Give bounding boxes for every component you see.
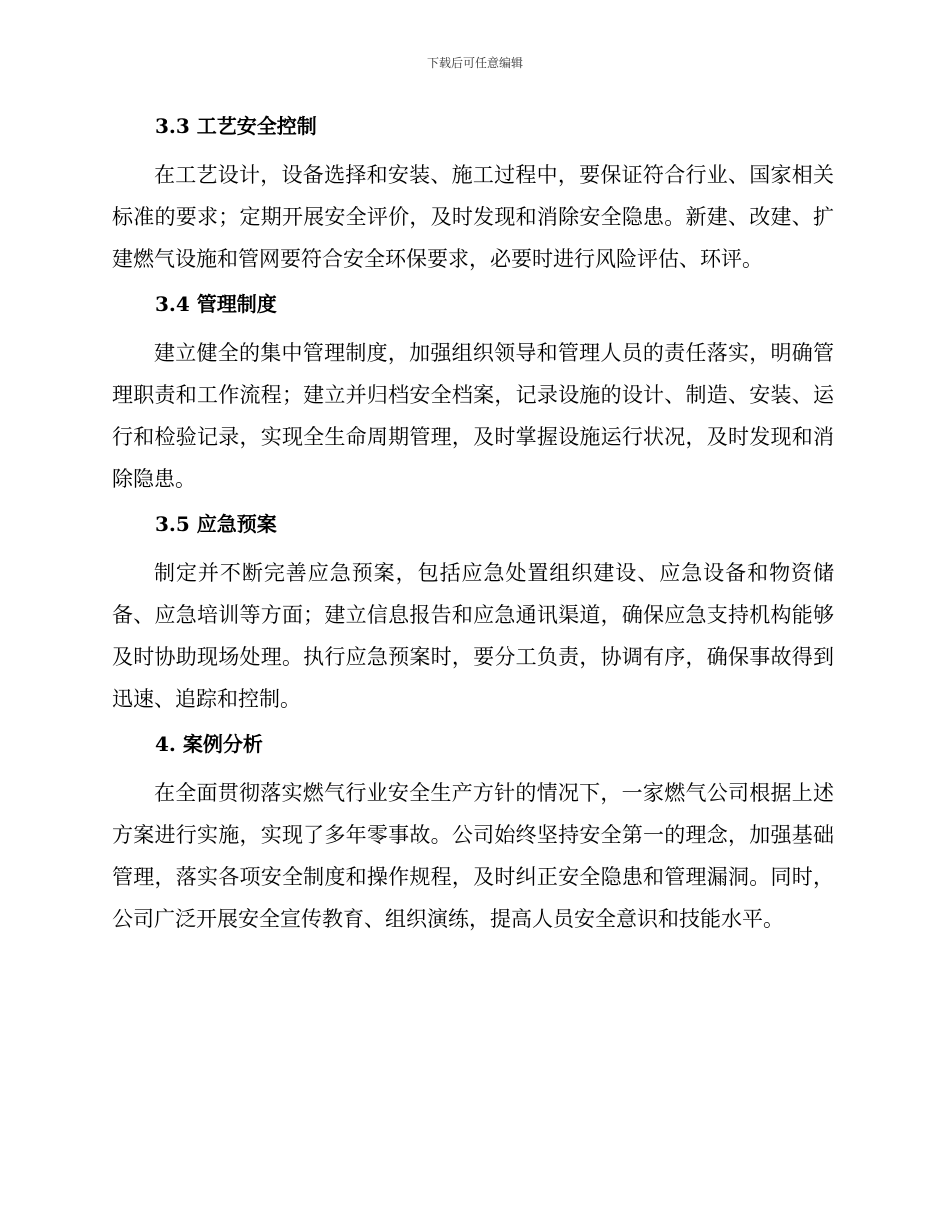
section-heading: 3.3 工艺安全控制 (155, 114, 317, 138)
section-3-3 (112, 105, 834, 283)
header-note: 下载后可任意编辑 (426, 56, 523, 70)
section-heading: 3.4 管理制度 (155, 292, 277, 316)
section-paragraph: 建立健全的集中管理制度，加强组织领导和管理人员的责任落实，明确管理职责和工作流程；建立并归档安全档案，记录设施的设计、制造、安装、运行和检验记录，实现全生命周期管理，及时掌握设施运行状况，及时发现和消除隐患。 (112, 341, 834, 491)
section-paragraph: 制定并不断完善应急预案，包括应急处置组织建设、应急设备和物资储备、应急培训等方面；建立信息报告和应急通讯渠道，确保应急支持机构能够及时协助现场处理。执行应急预案时，要分工负责，协调有序，确保事故得到迅速、追踪和控制。 (112, 561, 834, 711)
section-3-4 (112, 283, 834, 503)
section-heading: 3.5 应急预案 (155, 512, 277, 536)
document-content (112, 105, 834, 943)
section-3-5 (112, 503, 834, 723)
section-heading: 4. 案例分析 (155, 732, 263, 756)
section-paragraph: 在全面贯彻落实燃气行业安全生产方针的情况下，一家燃气公司根据上述方案进行实施，实现了多年零事故。公司始终坚持安全第一的理念，加强基础管理，落实各项安全制度和操作规程，及时纠正安全隐患和管理漏洞。同时，公司广泛开展安全宣传教育、组织演练，提高人员安全意识和技能水平。 (112, 781, 834, 931)
section-4 (112, 723, 834, 943)
section-paragraph: 在工艺设计，设备选择和安装、施工过程中，要保证符合行业、国家相关标准的要求；定期开展安全评价，及时发现和消除安全隐患。新建、改建、扩建燃气设施和管网要符合安全环保要求，必要时进行风险评估、环评。 (112, 163, 834, 271)
